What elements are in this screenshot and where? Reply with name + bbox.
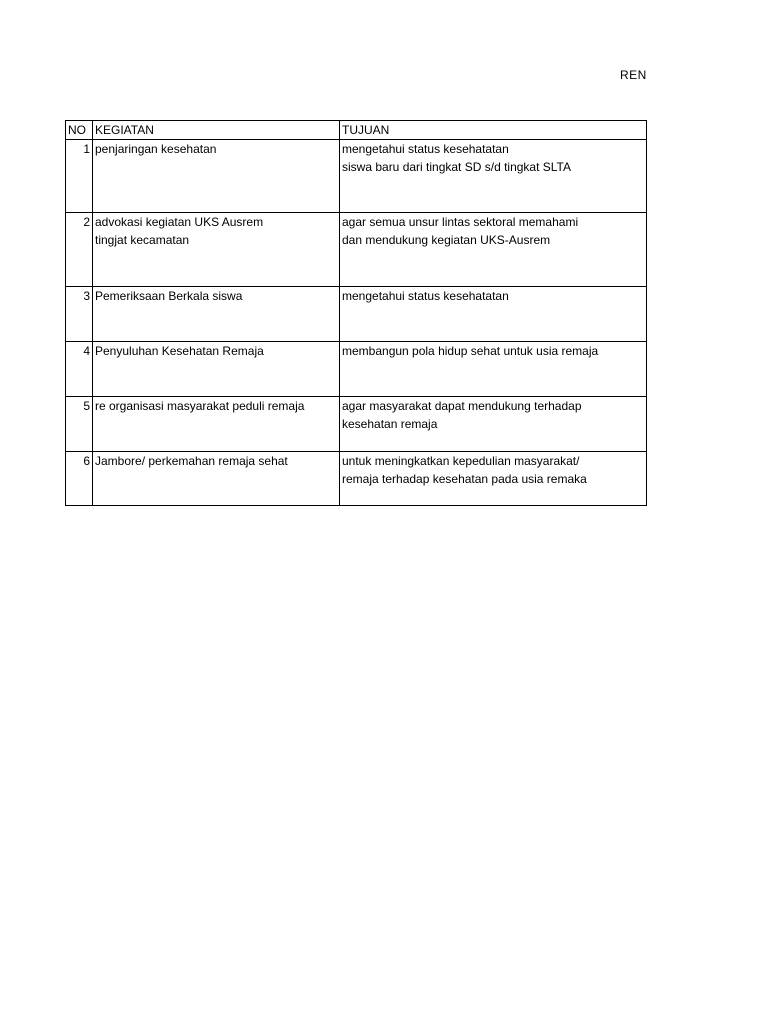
row-number-cell: 1: [66, 140, 93, 213]
table-header-row: [66, 121, 647, 140]
tujuan-text: untuk meningkatkan kepedulian masyarakat/: [342, 454, 580, 468]
tujuan-text: agar semua unsur lintas sektoral memahami: [342, 215, 579, 229]
kegiatan-text: Penyuluhan Kesehatan Remaja: [95, 344, 264, 358]
column-header-tujuan: TUJUAN: [340, 121, 647, 140]
page-header-text: REN: [620, 68, 647, 82]
kegiatan-cell: [93, 287, 340, 342]
table-row: [66, 397, 647, 452]
kegiatan-text: penjaringan kesehatan: [95, 142, 217, 156]
kegiatan-cell: [93, 397, 340, 452]
kegiatan-text: Jambore/ perkemahan remaja sehat: [95, 454, 288, 468]
table-row: [66, 452, 647, 506]
tujuan-cell: [340, 342, 647, 397]
kegiatan-text: advokasi kegiatan UKS Ausrem: [95, 215, 264, 229]
kegiatan-cell: [93, 140, 340, 213]
kegiatan-text: re organisasi masyarakat peduli remaja: [95, 399, 305, 413]
tujuan-cell: [340, 452, 647, 506]
row-number-cell: 5: [66, 397, 93, 452]
tujuan-cell: [340, 140, 647, 213]
activity-table: [65, 120, 647, 506]
kegiatan-cell: [93, 213, 340, 287]
row-number-cell: 3: [66, 287, 93, 342]
tujuan-text: siswa baru dari tingkat SD s/d tingkat SLTA: [342, 160, 571, 174]
row-number-cell: 4: [66, 342, 93, 397]
tujuan-text: kesehatan remaja: [342, 417, 438, 431]
row-number-cell: 6: [66, 452, 93, 506]
kegiatan-text: tingjat kecamatan: [95, 233, 190, 247]
tujuan-cell: [340, 287, 647, 342]
tujuan-text: remaja terhadap kesehatan pada usia remaka: [342, 472, 587, 486]
column-header-kegiatan: KEGIATAN: [93, 121, 340, 140]
kegiatan-cell: [93, 452, 340, 506]
kegiatan-cell: [93, 342, 340, 397]
tujuan-text: dan mendukung kegiatan UKS-Ausrem: [342, 233, 551, 247]
tujuan-cell: [340, 397, 647, 452]
table-row: [66, 213, 647, 287]
column-header-no: NO: [66, 121, 93, 140]
tujuan-text: mengetahui status kesehatatan: [342, 142, 509, 156]
table-row: [66, 140, 647, 213]
table-row: [66, 287, 647, 342]
kegiatan-text: Pemeriksaan Berkala siswa: [95, 289, 243, 303]
tujuan-text: agar masyarakat dapat mendukung terhadap: [342, 399, 582, 413]
row-number-cell: 2: [66, 213, 93, 287]
tujuan-text: mengetahui status kesehatatan: [342, 289, 509, 303]
table-row: [66, 342, 647, 397]
tujuan-text: membangun pola hidup sehat untuk usia remaja: [342, 344, 599, 358]
tujuan-cell: [340, 213, 647, 287]
